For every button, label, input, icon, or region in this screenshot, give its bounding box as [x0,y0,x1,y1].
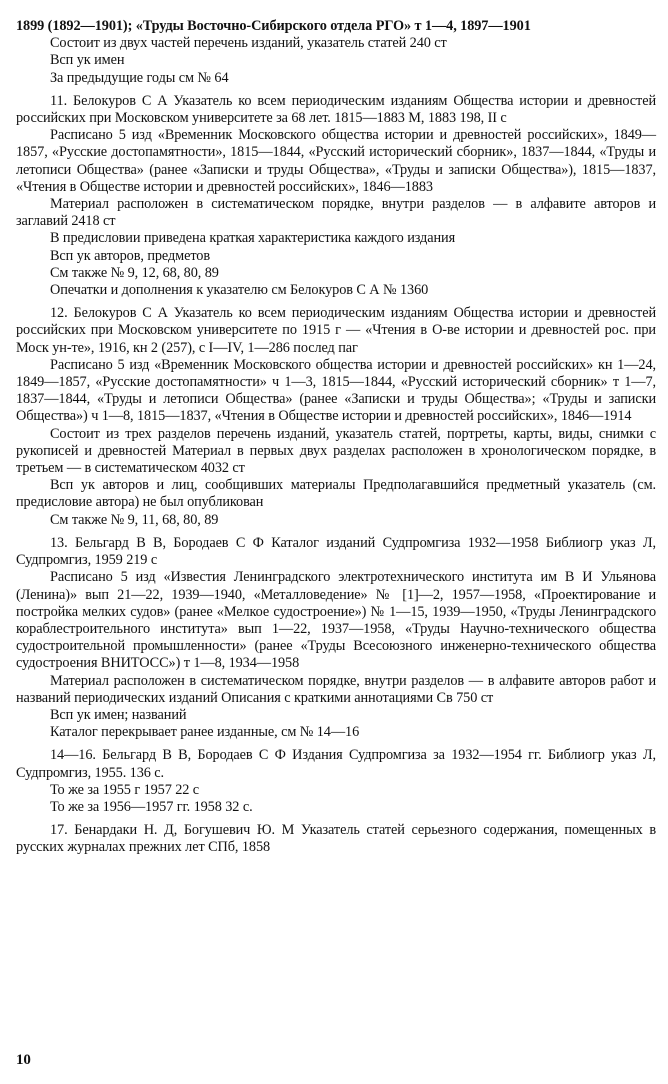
entry-index: Всп ук авторов и лиц, сообщивших материалы Предполагавшийся предметный указатель (см. предисловие автора) не был опубликован [16,477,656,511]
entry-heading: 11. Белокуров С А Указатель ко всем периодическим изданиям Общества истории и древностей российских при Московском университете за 68 лет. 1815—1883 М, 1883 198, II с [16,92,656,127]
entry-note: За предыдущие годы см № 64 [50,69,229,86]
entry-11 [16,93,656,299]
entry-13 [16,535,656,741]
entry-14-16 [16,747,656,816]
entry-contents: Расписано 5 изд «Известия Ленинградского электротехнического института им В И Ульянова (Ленина)» вып 21—22, 1939—1940, «Металловедение» № [1]—2, 1957—1958, «Проектирование и постройка мелких судов» (ранее «Мелкое судостроение») № 1—15, 1939—1950, «Труды Ленинградского кораблестроительного института» вып 1—22, 1937—1958, «Труды Научно-технического общества судостроительной промышленности» (ранее «Труды Всесоюзного инженерно-технического общества судостроения ВНИТОСС») т 1—8, 1934—1958 [16,569,656,672]
entry-17 [16,822,656,856]
entry-heading: 13. Бельгард В В, Бородаев С Ф Каталог изданий Судпромгиза 1932—1958 Библиогр указ Л, Судпромгиз, 1959 219 с [16,534,656,569]
entry-structure: Состоит из трех разделов перечень изданий, указатель статей, портреты, карты, виды, снимки с рукописей и древностей Материал в первых двух разделах расположен в хронологическом порядке, в третьем — в систематическом 4032 ст [16,425,656,477]
entry-errata: Опечатки и дополнения к указателю см Белокуров С А № 1360 [50,282,429,299]
entry-heading: 17. Бенардаки Н. Д, Богушевич Ю. М Указатель статей серьезного содержания, помещенных в русских журналах прежних лет СПб, 1858 [16,822,656,856]
entry-index: Всп ук авторов, предметов [50,247,211,264]
entry-see-also: См также № 9, 11, 68, 80, 89 [50,511,219,528]
entry-heading: 14—16. Бельгард В В, Бородаев С Ф Издания Судпромгиза за 1932—1954 гг. Библиогр указ Л, Судпромгиз, 1955. 136 с. [16,747,656,781]
entry-supplement: То же за 1956—1957 гг. 1958 32 с. [50,798,253,815]
entry-contents: Расписано 5 изд «Временник Московского общества истории и древностей российских», 1849—1857, «Русские достопамятности», 1815—1844, «Русский исторический сборник», 1837—1844, «Труды и летописи Общества» (ранее «Записки и труды Общества», «Труды и записки Общества»), 1815—1837, «Чтения в Обществе истории и древностей российских», 1846—1883 [16,127,656,195]
page-number: 10 [16,1052,31,1068]
entry-arrangement: Материал расположен в систематическом порядке, внутри разделов — в алфавите авторов и заглавий 2418 ст [16,196,656,230]
entry-12 [16,305,656,529]
entry-supplement: То же за 1955 г 1957 22 с [50,781,200,798]
entry-contents: Расписано 5 изд «Временник Московского общества истории и древностей российских» кн 1—24, 1849—1857, «Русские достопамятности» ч 1—3, 1815—1844, «Русский исторический сборник» т 1—7, 1837—1844, «Труды и летописи Общества» (ранее «Записки и труды Общества»; «Труды и записки Общества») ч 1—8, 1815—1837, «Чтения в Обществе истории и древностей российских», 1846—1914 [16,356,656,425]
entry-note: Каталог перекрывает ранее изданные, см № 14—16 [50,724,360,741]
entry-see-also: См также № 9, 12, 68, 80, 89 [50,264,219,281]
entry-arrangement: Материал расположен в систематическом порядке, внутри разделов — в алфавите авторов работ и названий периодических изданий Описания с краткими аннотациями Св 750 ст [16,672,656,706]
entry-description: Состоит из двух частей перечень изданий, указатель статей 240 ст [50,35,447,52]
entry-index: Всп ук имен; названий [50,706,187,723]
entry-heading: 12. Белокуров С А Указатель ко всем периодическим изданиям Общества истории и древностей российских при Московском университете по 1915 г — «Чтения в О-ве истории и древностей рос. при Моск ун-те», 1916, кн 2 (257), с I—IV, 1—286 послед паг [16,305,656,356]
entry-index: Всп ук имен [50,52,125,69]
entry-preface: В предисловии приведена краткая характеристика каждого издания [50,230,456,247]
entry-previous [16,18,656,87]
entry-continuation: 1899 (1892—1901); «Труды Восточно-Сибирского отдела РГО» т 1—4, 1897—1901 [16,18,531,34]
